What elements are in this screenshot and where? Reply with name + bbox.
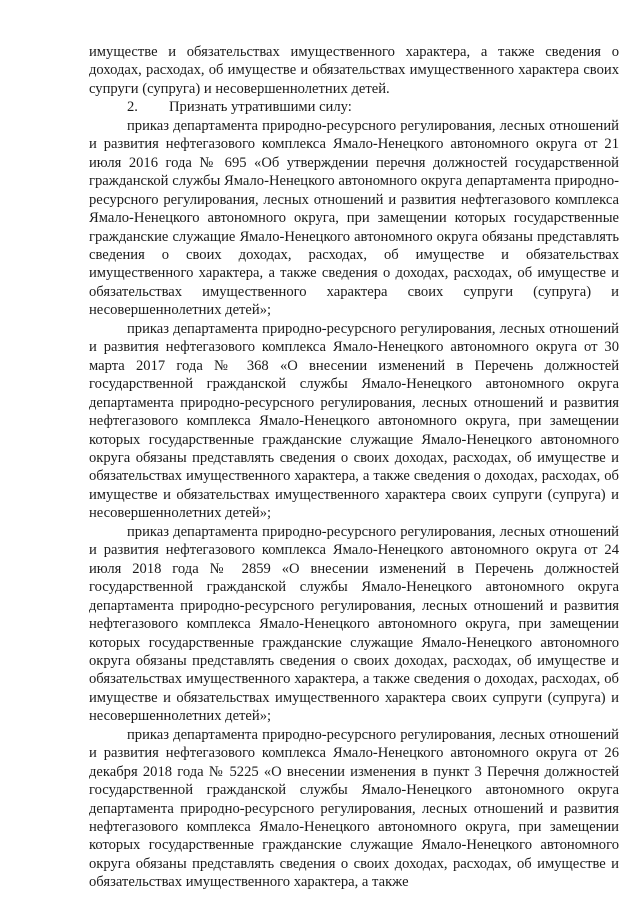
order-paragraph-2859: приказ департамента природно-ресурсного регулирования, лесных отношений и развития нефтегазового комплекса Ямало-Ненецкого автономного округа от 24 июля 2018 года № 2859 «О внесении изменений в Перечень должностей государственной гражданской службы Ямало-Ненецкого автономного округа департамента природно-ресурсного регулирования, лесных отношений и развития нефтегазового комплекса Ямало-Ненецкого автономного округа, при замещении которых государственные гражданские служащие Ямало-Ненецкого автономного округа обязаны представлять сведения о своих доходах, расходах, об имуществе и обязательствах имущественного характера, а также сведения о доходах, расходах, об имуществе и обязательствах имущественного характера своих супруги (супруга) и несовершеннолетних детей»;: [89, 523, 619, 725]
order-paragraph-695: приказ департамента природно-ресурсного регулирования, лесных отношений и развития нефтегазового комплекса Ямало-Ненецкого автономного округа от 21 июля 2016 года № 695 «Об утверждении перечня должностей государственной гражданской службы Ямало-Ненецкого автономного округа департамента природно-ресурсного регулирования, лесных отношений и развития нефтегазового комплекса Ямало-Ненецкого автономного округа, при замещении которых государственные гражданские служащие Ямало-Ненецкого автономного округа обязаны представлять сведения о своих доходах, расходах, об имуществе и обязательствах имущественного характера, а также сведения о доходах, расходах, об имуществе и обязательствах имущественного характера своих супруги (супруга) и несовершеннолетних детей»;: [89, 117, 619, 319]
item-2-paragraph: [89, 98, 619, 116]
order-paragraph-5225: приказ департамента природно-ресурсного регулирования, лесных отношений и развития нефтегазового комплекса Ямало-Ненецкого автономного округа от 26 декабря 2018 года № 5225 «О внесении изменения в пункт 3 Перечня должностей государственной гражданской службы Ямало-Ненецкого автономного округа департамента природно-ресурсного регулирования, лесных отношений и развития нефтегазового комплекса Ямало-Ненецкого автономного округа, при замещении которых государственные гражданские служащие Ямало-Ненецкого автономного округа обязаны представлять сведения о своих доходах, расходах, об имуществе и обязательствах имущественного характера, а также: [89, 726, 619, 891]
item-2-text: Признать утратившими силу:: [169, 99, 352, 116]
item-2-number: 2.: [127, 99, 138, 116]
order-paragraph-368: приказ департамента природно-ресурсного регулирования, лесных отношений и развития нефтегазового комплекса Ямало-Ненецкого автономного округа от 30 марта 2017 года № 368 «О внесении изменений в Перечень должностей государственной гражданской службы Ямало-Ненецкого автономного округа департамента природно-ресурсного регулирования, лесных отношений и развития нефтегазового комплекса Ямало-Ненецкого автономного округа, при замещении которых государственные гражданские служащие Ямало-Ненецкого автономного округа обязаны представлять сведения о своих доходах, расходах, об имуществе и обязательствах имущественного характера, а также сведения о доходах, расходах, об имуществе и обязательствах имущественного характера своих супруги (супруга) и несовершеннолетних детей»;: [89, 320, 619, 522]
continuation-paragraph: имуществе и обязательствах имущественного характера, а также сведения о доходах, расходах, об имуществе и обязательствах имущественного характера своих супруги (супруга) и несовершеннолетних детей.: [89, 44, 619, 97]
document-page: [89, 43, 619, 892]
